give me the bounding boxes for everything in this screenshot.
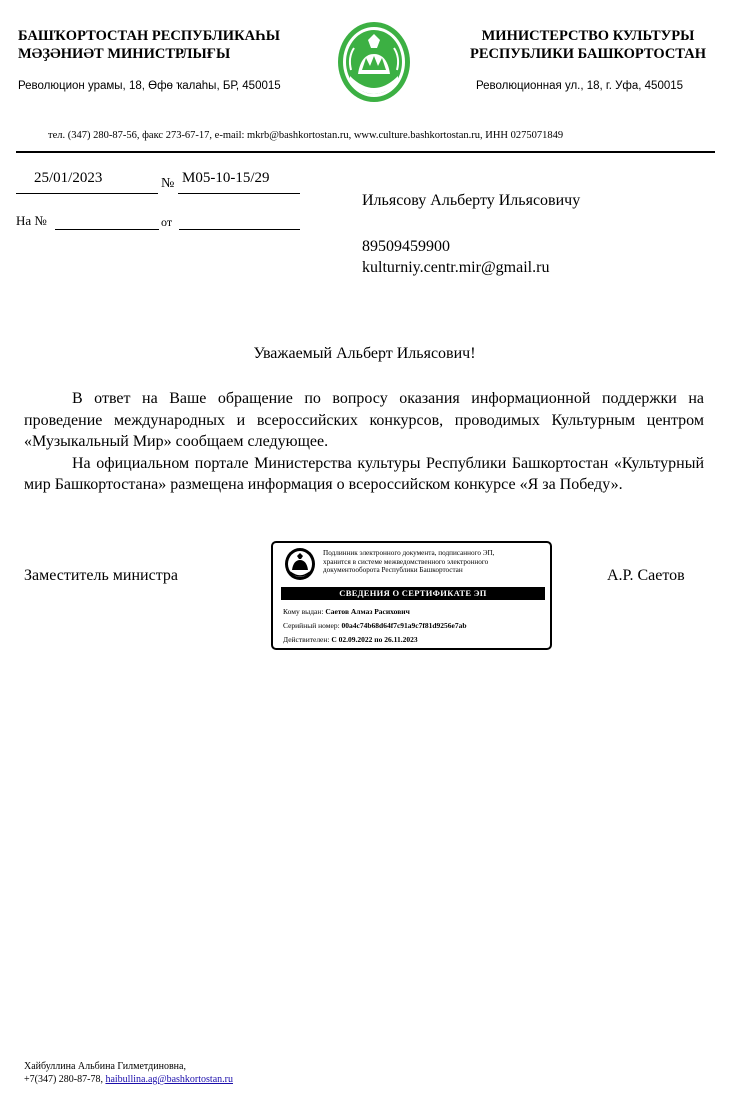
executor-info (24, 1060, 233, 1086)
contacts-line: тел. (347) 280-87-56, факс 273-67-17, e-mail: mkrb@bashkortostan.ru, www.culture.bashkortostan.ru, ИНН 0275071849 (48, 130, 564, 141)
address-bashkir: Революцион урамы, 18, Өфө ҡалаһы, БР, 450015 (18, 80, 281, 92)
ministry-name-bashkir (18, 27, 318, 63)
executor-name: Хайбуллина Альбина Гилметдиновна, (24, 1061, 186, 1072)
reference-number-underline (55, 229, 159, 230)
recipient-phone: 89509459900 (362, 238, 450, 255)
stamp-valid-value: С 02.09.2022 по 26.11.2023 (331, 635, 418, 644)
ministry-name-russian (458, 27, 718, 63)
stamp-notice-line3: документооборота Республики Башкортостан (323, 566, 463, 575)
stamp-certificate-title: СВЕДЕНИЯ О СЕРТИФИКАТЕ ЭП (281, 587, 545, 600)
ministry-name-bashkir-line2: МӘҘӘНИӘТ МИНИСТРЛЫҒЫ (18, 46, 231, 62)
number-symbol: № (161, 176, 175, 191)
stamp-issued-row (283, 607, 410, 616)
ministry-name-russian-line2: РЕСПУБЛИКИ БАШКОРТОСТАН (469, 46, 706, 62)
ministry-name-russian-line1: МИНИСТЕРСТВО КУЛЬТУРЫ (481, 28, 695, 44)
reference-number-label: На № (16, 213, 47, 228)
registration-number: М05-10-15/29 (182, 170, 270, 186)
executor-email-link[interactable]: haibullina.ag@bashkortostan.ru (105, 1074, 233, 1085)
ministry-name-bashkir-line1: БАШҠОРТОСТАН РЕСПУБЛИКАҺЫ (18, 28, 280, 44)
stamp-valid-row (283, 635, 418, 644)
bashkortostan-emblem-icon (336, 18, 412, 104)
signatory-position: Заместитель министра (24, 567, 178, 584)
stamp-emblem-icon (284, 547, 316, 581)
e-signature-stamp (271, 541, 552, 650)
recipient-name: Ильясову Альберту Ильясовичу (362, 192, 581, 209)
registration-date: 25/01/2023 (34, 170, 103, 186)
paragraph-2: На официальном портале Министерства культуры Республики Башкортостан «Культурный мир Башкортостана» размещена информация о всероссийском конкурсе «Я за Победу». (24, 454, 704, 493)
date-underline (16, 193, 158, 194)
stamp-issued-label: Кому выдан: (283, 607, 324, 616)
stamp-notice-line2: хранится в системе межведомственного электронного (323, 557, 489, 566)
stamp-notice (323, 549, 549, 575)
stamp-notice-line1: Подлинник электронного документа, подписанного ЭП, (323, 549, 495, 557)
executor-contacts (24, 1073, 233, 1086)
reference-date-underline (179, 229, 300, 230)
stamp-serial-label: Серийный номер: (283, 621, 340, 630)
header-divider (16, 151, 715, 153)
greeting: Уважаемый Альберт Ильясович! (253, 345, 476, 362)
number-underline (178, 193, 300, 194)
stamp-serial-value: 00a4c74b68d64f7c91a9c7f81d9256e7ab (341, 621, 467, 630)
executor-phone: +7(347) 280-87-78, (24, 1074, 103, 1085)
paragraph-1: В ответ на Ваше обращение по вопросу оказания информационной поддержки на проведение международных и всероссийских конкурсов, проводимых Культурным центром «Музыкальный Мир» сообщаем следующее. (24, 390, 704, 450)
letter-body (24, 388, 704, 496)
signatory-name: А.Р. Саетов (607, 567, 685, 584)
address-russian: Революционная ул., 18, г. Уфа, 450015 (476, 80, 684, 92)
stamp-serial-row (283, 621, 467, 630)
stamp-valid-label: Действителен: (283, 635, 330, 644)
reference-date-label: от (161, 215, 173, 229)
stamp-issued-value: Саетов Алмаз Расихович (325, 607, 410, 616)
recipient-email: kulturniy.centr.mir@gmail.ru (362, 259, 550, 276)
